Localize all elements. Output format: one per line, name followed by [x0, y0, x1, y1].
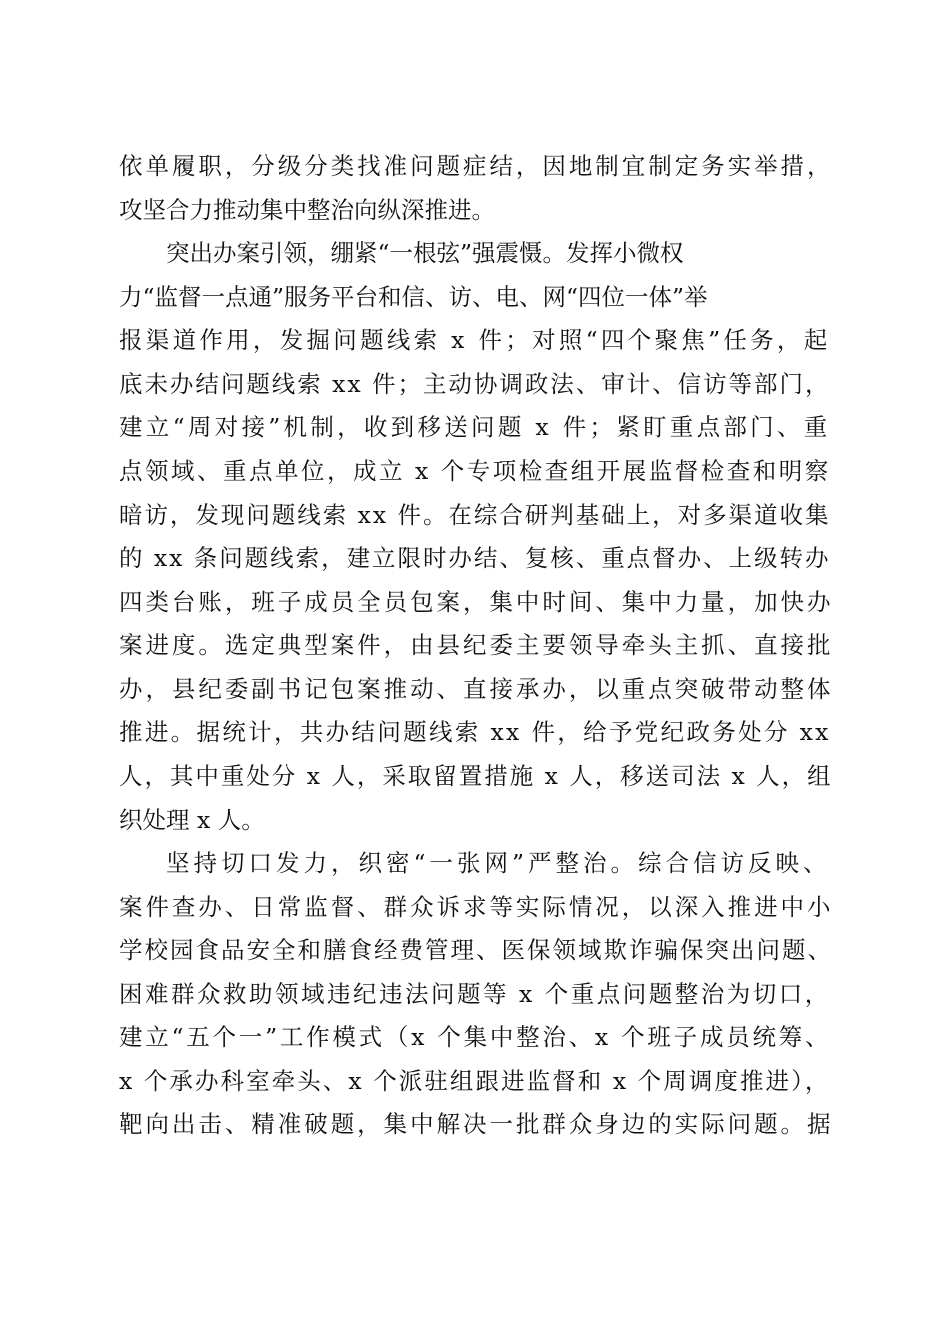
paragraph-heading-line: 突出办案引领，绷紧“一根弦”强震慑。发挥小微权: [166, 239, 684, 267]
text-line: 依单履职，分级分类找准问题症结，因地制宜制定务实举措，: [119, 152, 834, 180]
text-line: 暗访，发现问题线索 xx 件。在综合研判基础上，对多渠道收集: [119, 501, 831, 529]
text-line: 点领域、重点单位，成立 x 个专项检查组开展监督检查和明察: [119, 457, 831, 485]
text-line: 人，其中重处分 x 人，采取留置措施 x 人，移送司法 x 人，组: [119, 762, 833, 790]
text-line: 办，县纪委副书记包案推动、直接承办，以重点突破带动整体: [119, 675, 834, 703]
text-line: 底未办结问题线索 xx 件；主动协调政法、审计、信访等部门，: [119, 370, 831, 398]
text-line: 靶向出击、精准破题，集中解决一批群众身边的实际问题。据: [119, 1110, 834, 1138]
text-line: 力“监督一点通”服务平台和信、访、电、网“四位一体”举: [119, 283, 708, 311]
text-line: x 个承办科室牵头、x 个派驻组跟进监督和 x 个周调度推进），: [119, 1067, 831, 1095]
text-line: 的 xx 条问题线索，建立限时办结、复核、重点督办、上级转办: [119, 544, 831, 572]
text-line: 推进。据统计，共办结问题线索 xx 件，给予党纪政务处分 xx: [119, 718, 831, 746]
text-line: 织处理 x 人。: [119, 806, 265, 834]
text-line: 报渠道作用，发掘问题线索 x 件；对照“四个聚焦”任务，起: [119, 326, 831, 354]
paragraph-heading-line: 坚持切口发力，织密“一张网”严整治。综合信访反映、: [166, 849, 831, 877]
text-line: 建立“五个一”工作模式（x 个集中整治、x 个班子成员统筹、: [119, 1023, 832, 1051]
text-line: 建立“周对接”机制，收到移送问题 x 件；紧盯重点部门、重: [119, 413, 831, 441]
text-line: 案件查办、日常监督、群众诉求等实际情况，以深入推进中小: [119, 893, 834, 921]
text-line: 四类台账，班子成员全员包案，集中时间、集中力量，加快办: [119, 588, 834, 616]
text-line: 困难群众救助领域违纪违法问题等 x 个重点问题整治为切口，: [119, 980, 831, 1008]
text-line: 攻坚合力推动集中整治向纵深推进。: [119, 196, 495, 224]
text-line: 案进度。选定典型案件，由县纪委主要领导牵头主抓、直接批: [119, 631, 834, 659]
text-line: 学校园食品安全和膳食经费管理、医保领域欺诈骗保突出问题、: [119, 936, 833, 964]
